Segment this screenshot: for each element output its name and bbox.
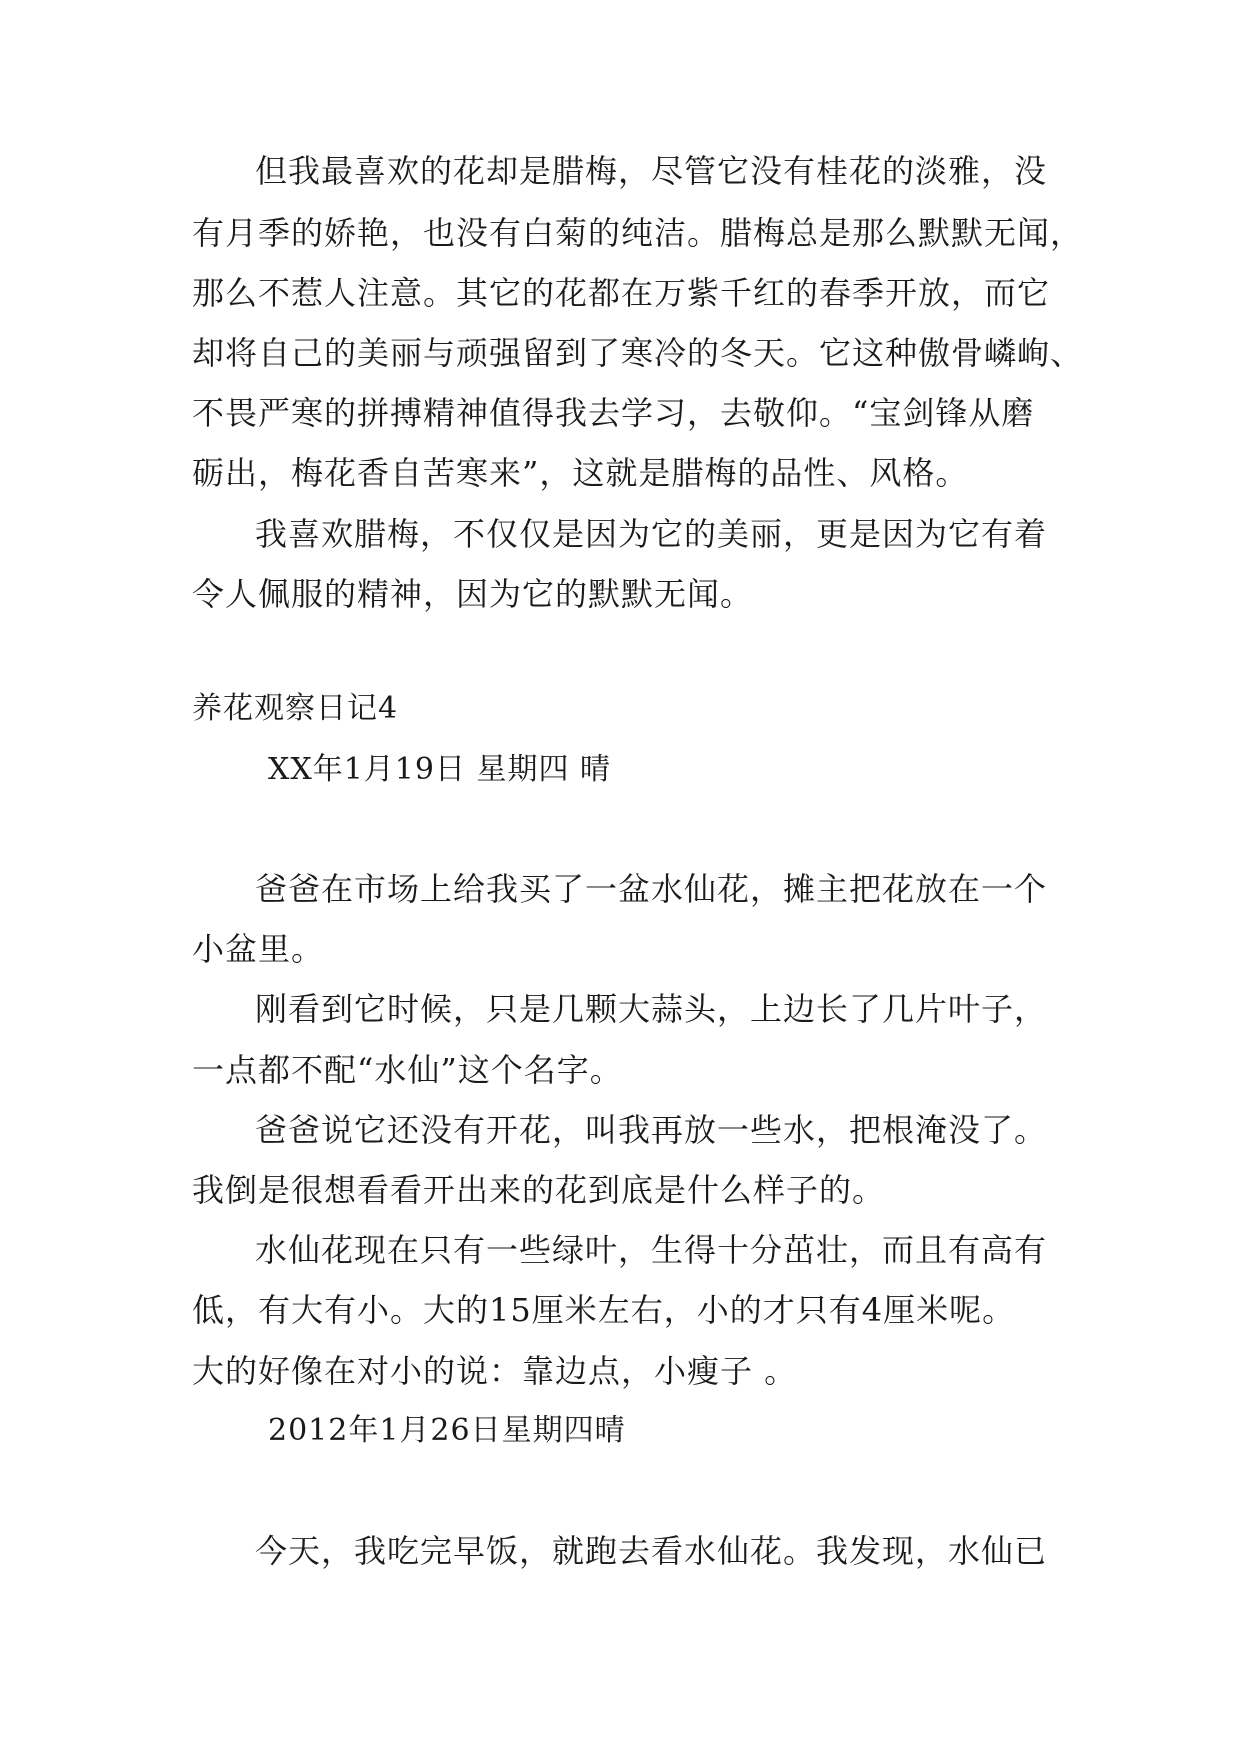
- paragraph-line: 我倒是很想看看开出来的花到底是什么样子的。: [192, 1171, 886, 1209]
- paragraph-line: 不畏严寒的拼搏精神值得我去学习，去敬仰。“宝剑锋从磨: [192, 394, 1035, 432]
- section-title: 养花观察日记4: [192, 691, 399, 726]
- paragraph-line: 令人佩服的精神，因为它的默默无闻。: [192, 575, 754, 613]
- paragraph-line: 那么不惹人注意。其它的花都在万紫千红的春季开放，而它: [192, 274, 1051, 312]
- paragraph-line: 爸爸在市场上给我买了一盆水仙花，摊主把花放在一个: [255, 870, 1048, 908]
- paragraph-line: 砺出，梅花香自苦寒来”，这就是腊梅的品性、风格。: [192, 454, 969, 492]
- paragraph-line: 但我最喜欢的花却是腊梅，尽管它没有桂花的淡雅，没: [255, 152, 1048, 190]
- paragraph-line: 小盆里。: [192, 930, 325, 968]
- paragraph-line: 刚看到它时候，只是几颗大蒜头，上边长了几片叶子，: [255, 990, 1048, 1028]
- diary-date: XX年1月19日 星期四 晴: [268, 752, 612, 787]
- paragraph-line: 水仙花现在只有一些绿叶，生得十分茁壮，而且有高有: [255, 1231, 1048, 1269]
- paragraph-line: 有月季的娇艳，也没有白菊的纯洁。腊梅总是那么默默无闻，: [192, 214, 1084, 252]
- paragraph-line: 爸爸说它还没有开花，叫我再放一些水，把根淹没了。: [255, 1111, 1048, 1149]
- paragraph-line: 一点都不配“水仙”这个名字。: [192, 1051, 623, 1089]
- diary-date: 2012年1月26日星期四晴: [268, 1413, 626, 1448]
- paragraph-line: 我喜欢腊梅，不仅仅是因为它的美丽，更是因为它有着: [255, 515, 1048, 553]
- paragraph-line: 今天，我吃完早饭，就跑去看水仙花。我发现，水仙已: [255, 1532, 1048, 1570]
- paragraph-line: 大的好像在对小的说：靠边点，小瘦子 。: [192, 1352, 798, 1390]
- paragraph-line: 低，有大有小。大的15厘米左右，小的才只有4厘米呢。: [192, 1291, 1016, 1329]
- paragraph-line: 却将自己的美丽与顽强留到了寒冷的冬天。它这种傲骨嶙峋、: [192, 334, 1084, 372]
